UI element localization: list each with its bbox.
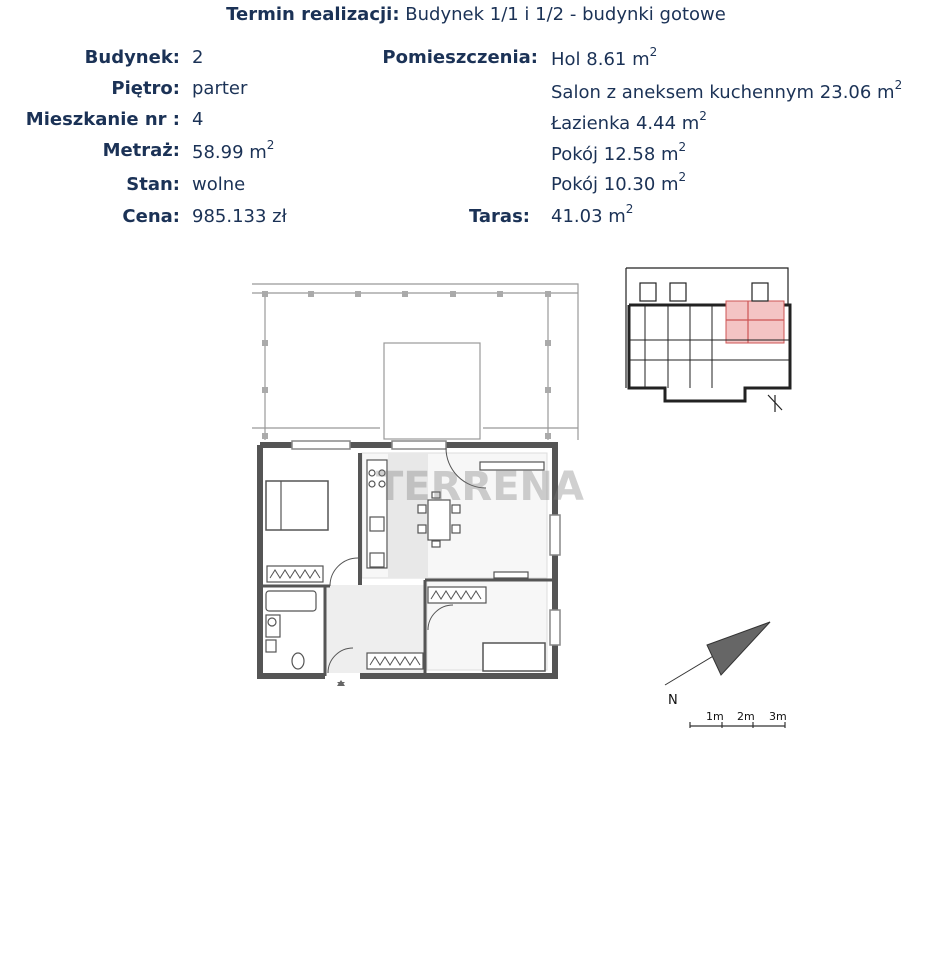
detail-floor-value: parter xyxy=(192,78,248,99)
detail-price-value: 985.133 zł xyxy=(192,206,287,227)
detail-apartment-label: Mieszkanie nr : xyxy=(25,109,180,130)
detail-price-label: Cena: xyxy=(122,206,180,227)
terrace-value: 41.03 $m^2$ xyxy=(551,202,634,227)
room-item: Pokój 10.30 $m^2$ xyxy=(551,170,687,195)
room-item: Pokój 12.58 $m^2$ xyxy=(551,140,687,165)
detail-status-value: wolne xyxy=(192,174,246,195)
detail-building-label: Budynek: xyxy=(84,47,180,68)
detail-apartment-value: 4 xyxy=(192,109,204,130)
key-plan xyxy=(626,268,790,412)
room-item: Hol 8.61 $m^2$ xyxy=(551,45,658,70)
scale-label: 1m xyxy=(706,710,724,723)
room-item: Salon z aneksem kuchennym 23.06 $m^2$ xyxy=(551,78,903,103)
north-arrow-icon xyxy=(665,622,770,685)
bed-2 xyxy=(483,643,545,671)
bathroom-fixtures xyxy=(266,591,316,669)
room-item: Łazienka 4.44 $m^2$ xyxy=(551,109,707,134)
rooms-label: Pomieszczenia: xyxy=(382,47,538,68)
terrace-area xyxy=(252,284,578,440)
watermark: TERRENA xyxy=(376,464,584,510)
bed-1 xyxy=(266,481,328,530)
detail-area-value: 58.99 $m^2$ xyxy=(192,138,275,163)
detail-building-value: 2 xyxy=(192,47,204,68)
detail-floor-label: Piętro: xyxy=(111,78,180,99)
completion-value: Budynek 1/1 i 1/2 - budynki gotowe xyxy=(405,4,726,25)
wardrobe-hall xyxy=(367,653,423,669)
wardrobe-1 xyxy=(267,566,323,582)
north-label: N xyxy=(668,693,678,708)
detail-status-label: Stan: xyxy=(126,174,180,195)
wardrobe-2 xyxy=(428,587,486,603)
detail-area-label: Metraż: xyxy=(102,140,180,161)
terrace-label: Taras: xyxy=(468,206,530,227)
completion-label: Termin realizacji: xyxy=(226,4,400,25)
tv-unit xyxy=(494,572,528,578)
scale-label: 3m xyxy=(769,710,787,723)
scale-label: 2m xyxy=(737,710,755,723)
